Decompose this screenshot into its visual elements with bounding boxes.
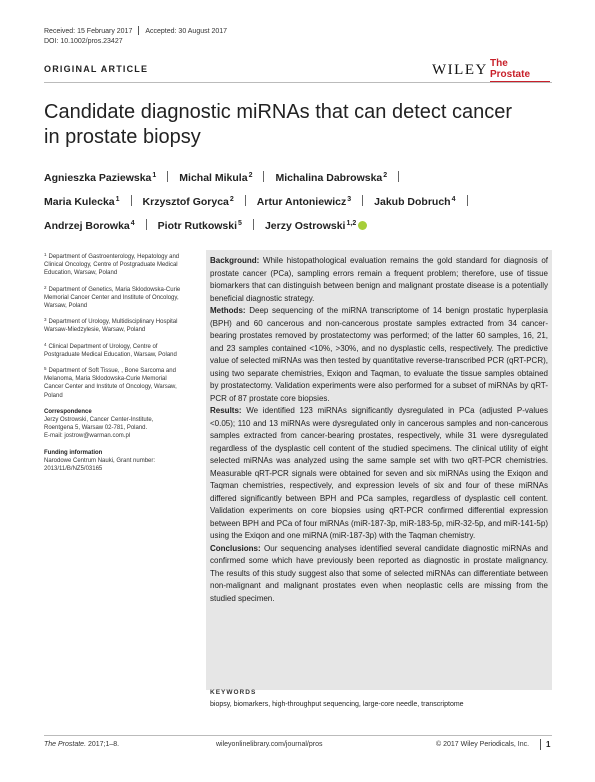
footer-separator [540,739,541,750]
footer-citation: The Prostate. 2017;1–8. [44,741,120,748]
correspondence-heading: Correspondence [44,408,92,415]
author-separator [167,171,168,182]
affiliation: $^3$ Department of Urology, Multidisciplinary Hospital Warsaw-Miedzylesie, Warsaw, Poland [44,317,178,334]
footer-copyright: © 2017 Wiley Periodicals, Inc. [436,741,530,748]
author-separator [131,195,132,206]
affiliation: $^1$ Department of Gastroenterology, Hepatology and Clinical Oncology, Centre of Postgraduate Medical Education, Warsaw, Poland [44,252,180,277]
accepted-date: Accepted: 30 August 2017 [145,28,228,35]
abstract-conclusions: Conclusions: Our sequencing analyses identified several candidate diagnostic miRNAs and confirmed some which have previously been reported as diagnostic in prostate malignancy. The results of this study suggest also that some of selected miRNAs can differentiate between non-malignant and malignant prostates even when neoplastic cells are missing from the studied specimen. [210,543,548,603]
author-separator [362,195,363,206]
footer-divider [44,735,552,736]
footer-url[interactable]: wileyonlinelibrary.com/journal/pros [216,741,323,748]
author-list [44,165,564,237]
abstract-results: Results: We identified 123 miRNAs significantly dysregulated in PCa (adjusted P-values <0.05); 110 and 13 miRNAs were dysregulated only in cancerous samples and non-cancerous samples extracted from cancer-bearing prostates, respectively, while 31 were dysregulated regardless of the dysplastic cell content of the studied specimens. The clinical utility of eight selected miRNAs was analyzed using the same sample set with two qRT-PCR chemistries. Measurable qRT-PCR signals were obtained for seven and six miRNAs using the Exiqon and Taqman chemistries, respectively, and expression levels of six and four of these miRNAs differed significantly between BPH and PCa samples, regardless of dysplastic cell content. Validation experiments on core biopsies using qRT-PCR confirmed differential expression between BPH and PCa of four miRNAs (miR-187-3p, miR-183-5p, miR-32-5p, and miR-141-5p) using the Exiqon and one miRNA (miR-187-3p) with the Taqman chemistry. [210,406,549,540]
funding-text: Narodowe Centrum Nauki, Grant number: 2013/11/B/NZ5/03165 [44,457,156,473]
author[interactable]: Maria Kulecka$^1$ [44,196,120,208]
date-separator [138,26,139,35]
abstract-methods: Methods: Deep sequencing of the miRNA transcriptome of 14 benign prostatic hyperplasia (BPH) and 60 cancerous and non-cancerous prostate samples extracted from 34 cancer-bearing prostates removed by prostatectomy was performed; of the latter 60 samples, 16, 21, and 23 samples contained <10%, >30%, and no dysplastic cells, respectively. The predictive value of selected miRNAs was then tested by quantitative reverse-transcribed PCR (qRT-PCR), using two separate chemistries, Exiqon and Taqman, to evaluate the tissue samples obtained by prostatectomy. Validation experiments were also performed for a subset of miRNAs by qRT-PCR of 87 prostate core biopsies. [210,306,548,403]
page-number: 1 [546,740,551,749]
received-date: Received: 15 February 2017 [44,28,133,35]
header-divider [44,82,552,83]
abstract [210,255,548,605]
article-title: Candidate diagnostic miRNAs that can detect cancer in prostate biopsy [44,101,513,148]
author[interactable]: Michalina Dabrowska$^2$ [275,172,388,184]
author[interactable]: Jerzy Ostrowski$^{1,2}$ [265,220,367,232]
affiliation: $^2$ Department of Genetics, Maria Sklodowska-Curie Memorial Cancer Center and Institute of Oncology, Warsaw, Poland [44,284,181,310]
author-separator [263,171,264,182]
author-separator [245,195,246,206]
author-separator [146,219,147,230]
author[interactable]: Krzysztof Goryca$^2$ [142,196,234,208]
author[interactable]: Artur Antoniewicz$^3$ [256,196,352,208]
author-separator [467,195,468,206]
article-type: ORIGINAL ARTICLE [44,64,149,74]
keywords-heading: KEYWORDS [210,689,257,696]
author[interactable]: Agnieszka Paziewska$^1$ [44,172,157,184]
author[interactable]: Piotr Rutkowski$^5$ [157,220,242,232]
journal-logo: The Prostate [490,58,550,82]
keywords-list: biopsy, biomarkers, high-throughput sequencing, large-core needle, transcriptome [210,701,464,708]
author-separator [398,171,399,182]
affiliation: $^4$ Clinical Department of Urology, Centre of Postgraduate Medical Education, Warsaw, Poland [44,341,177,358]
correspondence-email[interactable]: E-mail: jostrow@warman.com.pl [44,433,131,440]
author[interactable]: Jakub Dobruch$^4$ [374,196,456,208]
affiliation: $^5$ Department of Soft Tissue, , Bone Sarcoma and Melanoma, Maria Sklodowska-Curie Memorial Cancer Center and Institute of Oncology, Warsaw, Poland [44,366,177,399]
doi[interactable]: DOI: 10.1002/pros.23427 [44,38,123,45]
correspondence-address: Jerzy Ostrowski, Cancer Center-Institute, Roentgena 5, Warsaw 02-781, Poland. [44,417,154,432]
funding-heading: Funding information [44,449,103,456]
author-separator [253,219,254,230]
manuscript-dates [44,26,227,35]
author[interactable]: Michal Mikula$^2$ [179,172,253,184]
affiliations-sidebar [44,251,184,477]
orcid-icon[interactable] [358,221,367,230]
publisher-logo: WILEY [432,62,488,78]
author[interactable]: Andrzej Borowka$^4$ [44,220,135,232]
abstract-background: Background: While histopathological evaluation remains the gold standard for diagnosis of prostate cancer (PCa), sampling errors remain a frequent problem; therefore, use of tissue biomarkers that can distinguish between benign and malignant prostate disease is a potentially beneficial diagnostic strategy. [210,256,548,303]
